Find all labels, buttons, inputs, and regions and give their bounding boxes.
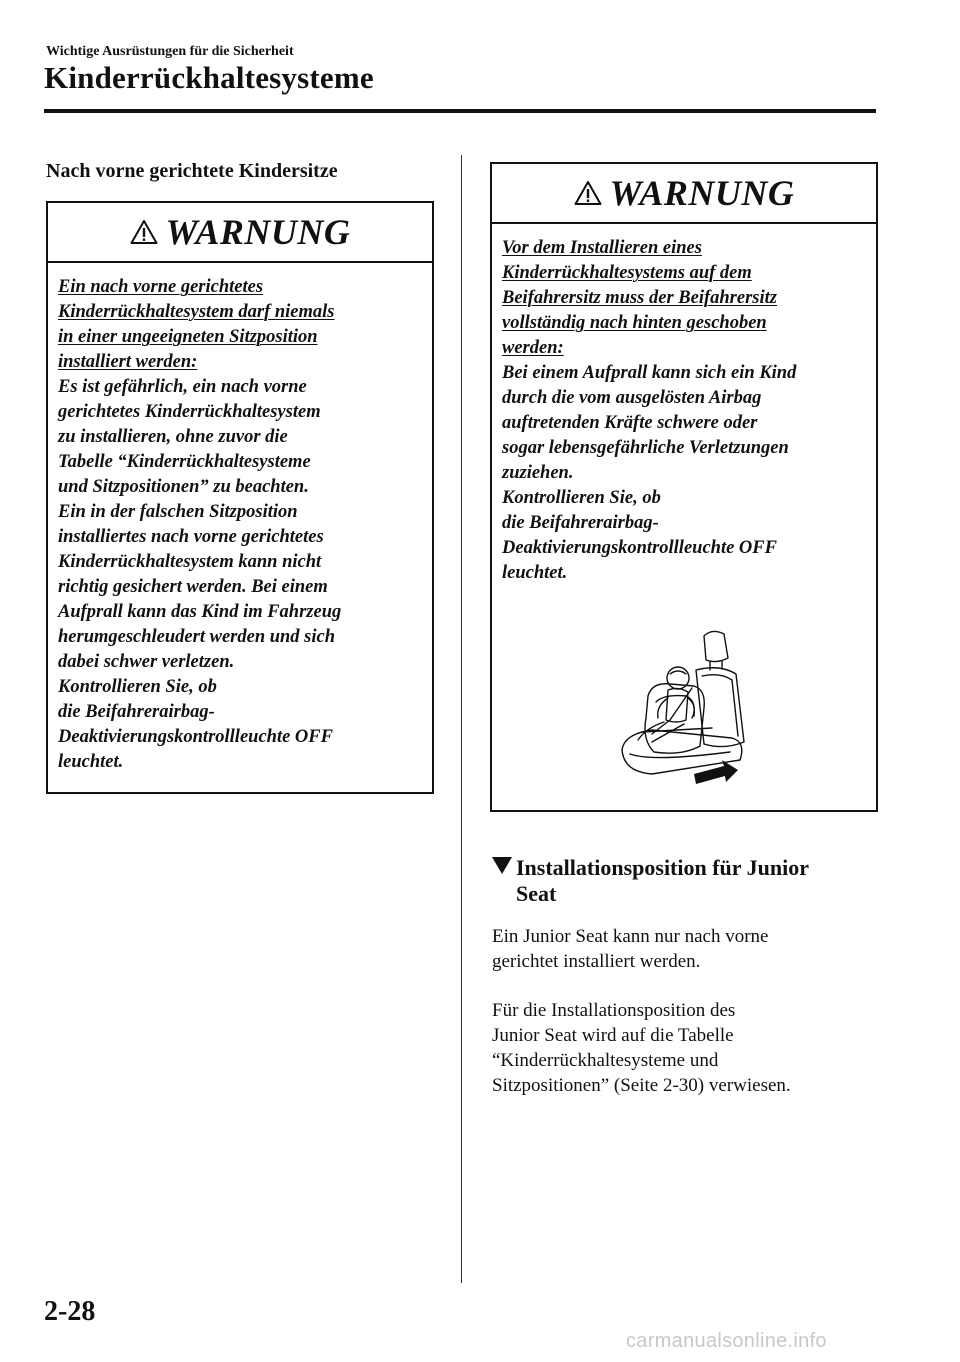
paragraph-line: Sitzpositionen” (Seite 2-30) verwiesen.	[492, 1075, 791, 1096]
chapter-title: Kinderrückhaltesysteme	[44, 60, 374, 95]
warning-body-line: Kontrollieren Sie, ob	[58, 677, 217, 697]
warning-body-line: durch die vom ausgelösten Airbag	[502, 388, 762, 408]
warning-underlined-line: Ein nach vorne gerichtetes	[58, 277, 264, 297]
warning-underlined-line: in einer ungeeigneten Sitzposition	[58, 327, 318, 347]
warning-triangle-icon	[574, 180, 602, 206]
warning-body-line: Bei einem Aufprall kann sich ein Kind	[502, 363, 797, 383]
warning-body-line: die Beifahrerairbag-	[502, 513, 659, 533]
warning-body-line: sogar lebensgefährliche Verletzungen	[502, 438, 789, 458]
heading-line: Seat	[516, 881, 557, 906]
warning-body-line: installiertes nach vorne gerichtetes	[58, 527, 324, 547]
warning-body-line: die Beifahrerairbag-	[58, 702, 215, 722]
warning-body-line: Kontrollieren Sie, ob	[502, 488, 661, 508]
warning-underlined-line: Vor dem Installieren eines	[502, 238, 702, 258]
warning-body-line: Tabelle “Kinderrückhaltesysteme	[58, 452, 311, 472]
warning-body-line: Deaktivierungskontrollleuchte OFF	[502, 538, 777, 558]
warning-underlined-line: installiert werden:	[58, 352, 198, 372]
warning-header	[492, 164, 876, 224]
warning-header	[48, 203, 432, 263]
warning-body-line: richtig gesichert werden. Bei einem	[58, 577, 328, 597]
section-heading	[492, 855, 809, 907]
body-paragraph	[492, 924, 768, 974]
paragraph-line: Junior Seat wird auf die Tabelle	[492, 1025, 734, 1046]
column-divider	[461, 155, 462, 1283]
header-rule	[44, 109, 876, 113]
page-number: 2-28	[44, 1296, 96, 1327]
warning-body-line: Aufprall kann das Kind im Fahrzeug	[58, 602, 342, 622]
warning-triangle-icon	[130, 219, 158, 245]
warning-body-line: zuziehen.	[502, 463, 574, 483]
heading-line: Installationsposition für Junior	[516, 855, 810, 880]
paragraph-line: “Kinderrückhaltesysteme und	[492, 1050, 719, 1071]
warning-body-line: dabei schwer verletzen.	[58, 652, 235, 672]
warning-body-line: Es ist gefährlich, ein nach vorne	[58, 377, 307, 397]
warning-text	[48, 263, 432, 775]
watermark: carmanualsonline.info	[626, 1330, 827, 1352]
warning-body-line: leuchtet.	[502, 563, 568, 583]
warning-body-line: herumgeschleudert werden und sich	[58, 627, 336, 647]
warning-underlined-line: vollständig nach hinten geschoben	[502, 313, 767, 333]
paragraph-line: gerichtet installiert werden.	[492, 951, 701, 972]
child-seat-on-passenger-seat-icon	[612, 624, 762, 794]
warning-body-line: zu installieren, ohne zuvor die	[58, 427, 288, 447]
warning-body-line: Deaktivierungskontrollleuchte OFF	[58, 727, 333, 747]
warning-underlined-line: Kinderrückhaltesystems auf dem	[502, 263, 752, 283]
warning-body-line: auftretenden Kräfte schwere oder	[502, 413, 758, 433]
warning-body-line: Kinderrückhaltesystem kann nicht	[58, 552, 322, 572]
warning-box-forward-seat	[46, 201, 434, 794]
section-marker-icon	[492, 857, 512, 874]
warning-body-line: gerichtetes Kinderrückhaltesystem	[58, 402, 321, 422]
warning-box-passenger-seat	[490, 162, 878, 812]
warning-title: WARNUNG	[609, 173, 795, 213]
paragraph-line: Für die Installationsposition des	[492, 1000, 736, 1021]
paragraph-line: Ein Junior Seat kann nur nach vorne	[492, 926, 769, 947]
warning-body-line: Ein in der falschen Sitzposition	[58, 502, 298, 522]
warning-underlined-line: werden:	[502, 338, 564, 358]
warning-body-line: leuchtet.	[58, 752, 124, 772]
section-label: Wichtige Ausrüstungen für die Sicherheit	[46, 44, 294, 59]
body-paragraph	[492, 998, 791, 1098]
section-subheading: Nach vorne gerichtete Kindersitze	[46, 160, 338, 182]
warning-underlined-line: Beifahrersitz muss der Beifahrersitz	[502, 288, 777, 308]
warning-body-line: und Sitzpositionen” zu beachten.	[58, 477, 309, 497]
warning-title: WARNUNG	[165, 212, 351, 252]
warning-underlined-line: Kinderrückhaltesystem darf niemals	[58, 302, 335, 322]
warning-text	[492, 224, 876, 586]
